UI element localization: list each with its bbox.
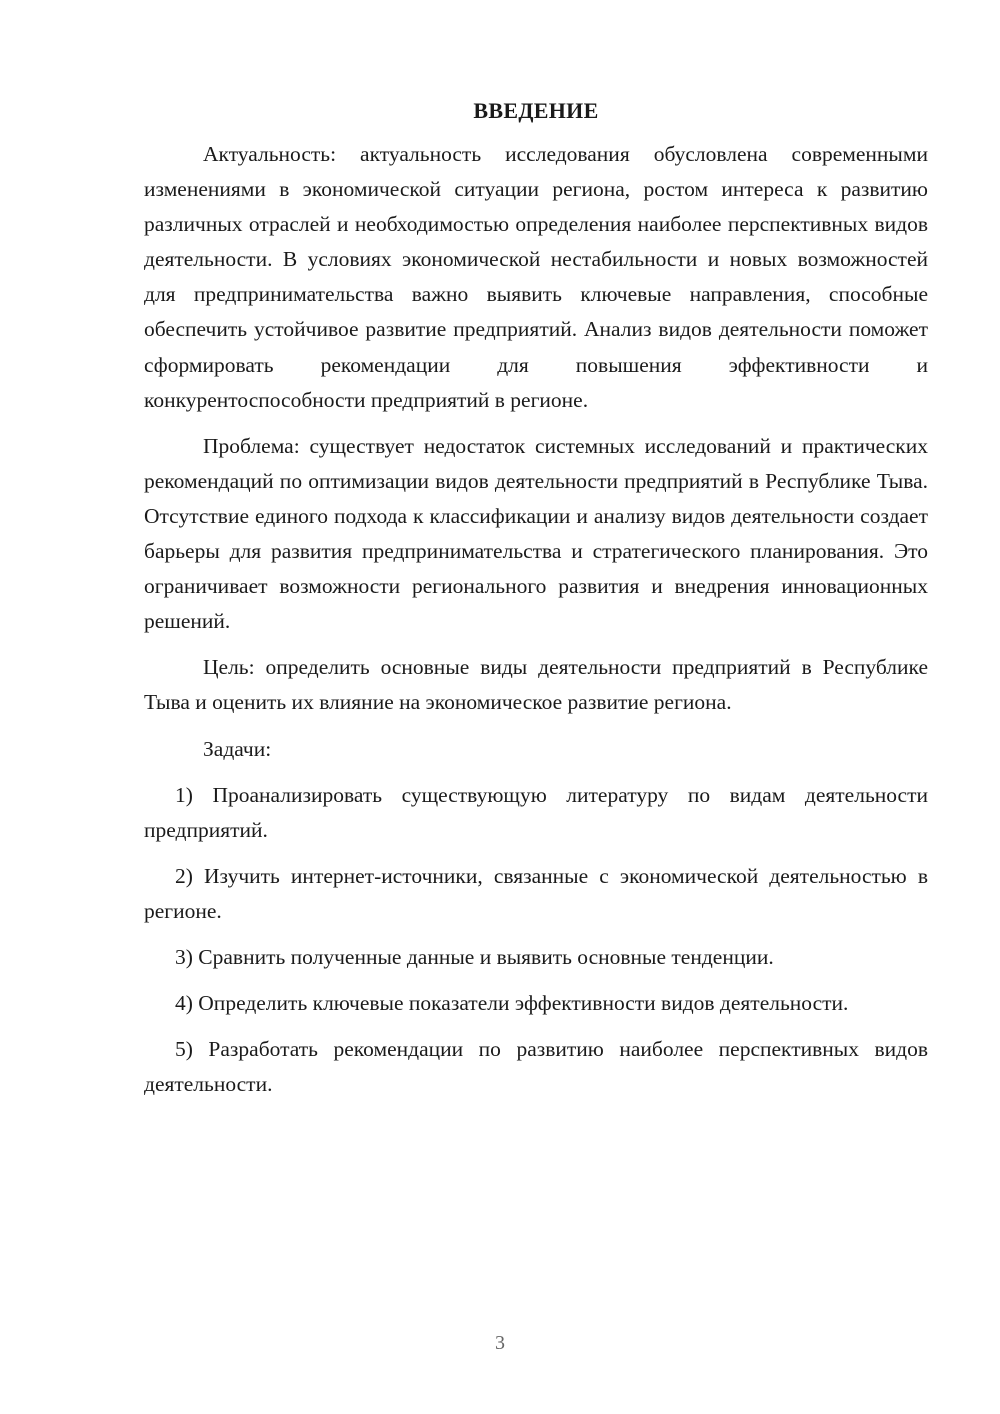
task-item-5: 5) Разработать рекомендации по развитию наиболее перспективных видов деятельности. (144, 1037, 928, 1097)
section-title: ВВЕДЕНИЕ (473, 98, 599, 123)
page-number: 3 (495, 1332, 505, 1354)
relevance-paragraph: Актуальность: актуальность исследования обусловлена современными изменениями в экономической ситуации региона, ростом интереса к развитию различных отраслей и необходимостью определения наиболее перспективных видов деятельности. В условиях экономической нестабильности и новых возможностей для предпринимательства важно выявить ключевые направления, способные обеспечить устойчивое развитие предприятий. Анализ видов деятельности поможет сформировать рекомендации для повышения эффективности и конкурентоспособности предприятий в регионе. (144, 142, 928, 412)
document-page (144, 96, 928, 1102)
goal-paragraph: Цель: определить основные виды деятельности предприятий в Республике Тыва и оценить их влияние на экономическое развитие региона. (144, 655, 928, 715)
task-item-4: 4) Определить ключевые показатели эффективности видов деятельности. (175, 991, 849, 1016)
task-item-2: 2) Изучить интернет-источники, связанные с экономической деятельностью в регионе. (144, 863, 928, 923)
problem-paragraph: Проблема: существует недостаток системных исследований и практических рекомендаций по оптимизации видов деятельности предприятий в Республике Тыва. Отсутствие единого подхода к классификации и анализу видов деятельности создает барьеры для развития предпринимательства и стратегического планирования. Это ограничивает возможности регионального развития и внедрения инновационных решений. (144, 433, 928, 634)
task-item-3: 3) Сравнить полученные данные и выявить основные тенденции. (175, 944, 774, 969)
task-item-1: 1) Проанализировать существующую литературу по видам деятельности предприятий. (144, 782, 928, 842)
tasks-heading: Задачи: (203, 736, 272, 761)
